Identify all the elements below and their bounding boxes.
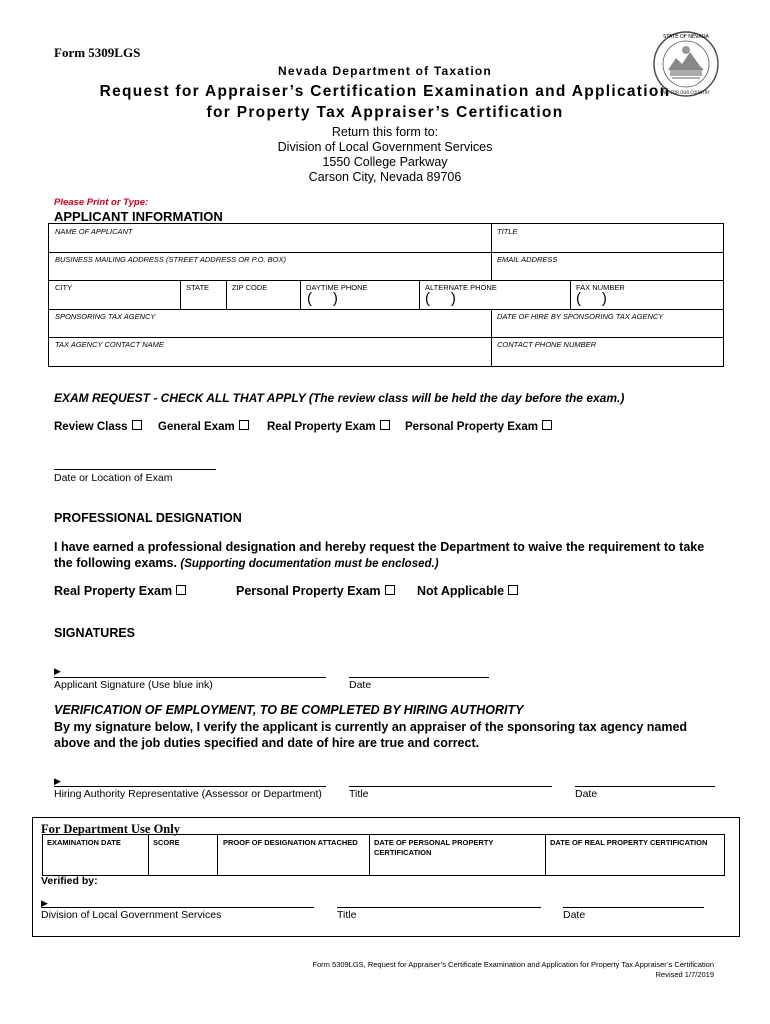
proof-of-designation-cell[interactable]: PROOF OF DESIGNATION ATTACHED (223, 838, 358, 847)
applicant-information-grid (48, 223, 724, 367)
applicant-information-heading: APPLICANT INFORMATION (54, 209, 223, 224)
footer-revised-date: Revised 1/7/2019 (655, 970, 714, 979)
pd-not-applicable-option[interactable]: Not Applicable (417, 584, 518, 598)
real-property-exam-checkbox[interactable] (380, 420, 390, 430)
date-of-hire-field[interactable]: DATE OF HIRE BY SPONSORING TAX AGENCY (497, 312, 664, 321)
division-signature-line[interactable] (41, 907, 314, 908)
pd-real-property-checkbox[interactable] (176, 585, 186, 595)
examination-date-cell[interactable]: EXAMINATION DATE (47, 838, 121, 847)
division-date-label: Date (563, 909, 586, 921)
general-exam-checkbox[interactable] (239, 420, 249, 430)
fax-number-field[interactable]: FAX NUMBER (576, 283, 625, 292)
mailing-address-field[interactable]: BUSINESS MAILING ADDRESS (STREET ADDRESS OR P.O. BOX) (55, 255, 287, 264)
professional-designation-text: I have earned a professional designation and hereby request the Department to waive the requirement to take the following exams. (Supporting documentation must be enclosed.) (54, 540, 705, 570)
division-label: Division of Local Government Services (41, 909, 222, 921)
hiring-title-label: Title (349, 788, 369, 800)
sign-here-arrow-icon: ▶ (41, 898, 48, 908)
exam-date-location-line[interactable] (54, 469, 216, 470)
applicant-date-label: Date (349, 679, 372, 691)
general-exam-option[interactable]: General Exam (158, 420, 249, 433)
seal-text-top: STATE OF NEVADA (663, 34, 709, 40)
hiring-date-label: Date (575, 788, 598, 800)
exam-request-heading: EXAM REQUEST - CHECK ALL THAT APPLY (The review class will be held the day before the exam.) (54, 391, 625, 405)
pd-real-property-option[interactable]: Real Property Exam (54, 584, 186, 598)
department-name: Nevada Department of Taxation (278, 64, 492, 78)
title-field[interactable]: TITLE (497, 227, 518, 236)
personal-property-exam-checkbox[interactable] (542, 420, 552, 430)
verification-heading: VERIFICATION OF EMPLOYMENT, TO BE COMPLETED BY HIRING AUTHORITY (54, 703, 524, 717)
review-class-checkbox[interactable] (132, 420, 142, 430)
verification-text: By my signature below, I verify the applicant is currently an appraiser of the sponsoring tax agency named above and the job duties specified and date of hire are true and correct. (54, 720, 688, 750)
nevada-state-seal (652, 30, 720, 98)
zip-code-field[interactable]: ZIP CODE (232, 283, 268, 292)
hiring-date-line[interactable] (575, 786, 715, 787)
signatures-heading: SIGNATURES (54, 626, 136, 640)
pd-personal-property-option[interactable]: Personal Property Exam (236, 584, 395, 598)
review-class-option[interactable]: Review Class (54, 420, 142, 433)
daytime-phone-field[interactable]: DAYTIME PHONE (306, 283, 368, 292)
email-address-field[interactable]: EMAIL ADDRESS (497, 255, 558, 264)
department-use-table (42, 834, 725, 876)
seal-text-bottom: ALL FOR OUR COUNTRY (662, 90, 710, 95)
state-field[interactable]: STATE (186, 283, 210, 292)
hiring-title-line[interactable] (349, 786, 552, 787)
hiring-authority-signature-line[interactable] (54, 786, 326, 787)
tax-agency-contact-name-field[interactable]: TAX AGENCY CONTACT NAME (55, 340, 164, 349)
sign-here-arrow-icon: ▶ (54, 776, 61, 786)
fax-number-parens: ( ) (576, 290, 607, 307)
return-street: 1550 College Parkway (322, 155, 448, 169)
return-division: Division of Local Government Services (277, 140, 493, 154)
please-print-note: Please Print or Type: (54, 197, 149, 208)
division-title-line[interactable] (337, 907, 541, 908)
daytime-phone-parens: ( ) (307, 290, 338, 307)
pd-personal-property-checkbox[interactable] (385, 585, 395, 595)
form-title-line2: for Property Tax Appraiser’s Certification (206, 104, 564, 121)
form-title-line1: Request for Appraiser’s Certification Examination and Application (99, 83, 671, 100)
real-property-exam-option[interactable]: Real Property Exam (267, 420, 390, 433)
page-footer (312, 960, 714, 980)
sponsoring-tax-agency-field[interactable]: SPONSORING TAX AGENCY (55, 312, 156, 321)
division-date-line[interactable] (563, 907, 704, 908)
return-city: Carson City, Nevada 89706 (308, 170, 462, 184)
city-field[interactable]: CITY (55, 283, 73, 292)
alternate-phone-parens: ( ) (425, 290, 456, 307)
professional-designation-heading: PROFESSIONAL DESIGNATION (54, 511, 242, 525)
contact-phone-number-field[interactable]: CONTACT PHONE NUMBER (497, 340, 597, 349)
applicant-signature-line[interactable] (54, 677, 326, 678)
exam-date-location-label: Date or Location of Exam (54, 472, 173, 484)
applicant-date-line[interactable] (349, 677, 489, 678)
score-cell[interactable]: SCORE (153, 838, 180, 847)
personal-property-certification-date-cell[interactable]: DATE OF PERSONAL PROPERTY CERTIFICATION (374, 838, 494, 857)
return-instruction: Return this form to: (331, 125, 439, 139)
applicant-signature-label: Applicant Signature (Use blue ink) (54, 679, 213, 691)
division-title-label: Title (337, 909, 357, 921)
real-property-certification-date-cell[interactable]: DATE OF REAL PROPERTY CERTIFICATION (550, 838, 708, 847)
verified-by-label: Verified by: (41, 875, 98, 887)
personal-property-exam-option[interactable]: Personal Property Exam (405, 420, 552, 433)
supporting-documentation-note: (Supporting documentation must be enclosed.) (180, 558, 439, 570)
form-id: Form 5309LGS (54, 45, 141, 60)
hiring-authority-label: Hiring Authority Representative (Assessor or Department) (54, 788, 322, 800)
department-use-box (32, 817, 740, 937)
footer-form-title: Form 5309LGS, Request for Appraiser’s Certificate Examination and Application for Property Tax Appraiser’s Certification (312, 960, 714, 969)
sign-here-arrow-icon: ▶ (54, 666, 61, 676)
pd-not-applicable-checkbox[interactable] (508, 585, 518, 595)
department-use-heading: For Department Use Only (41, 822, 180, 836)
name-of-applicant-field[interactable]: NAME OF APPLICANT (55, 227, 133, 236)
alternate-phone-field[interactable]: ALTERNATE PHONE (425, 283, 497, 292)
